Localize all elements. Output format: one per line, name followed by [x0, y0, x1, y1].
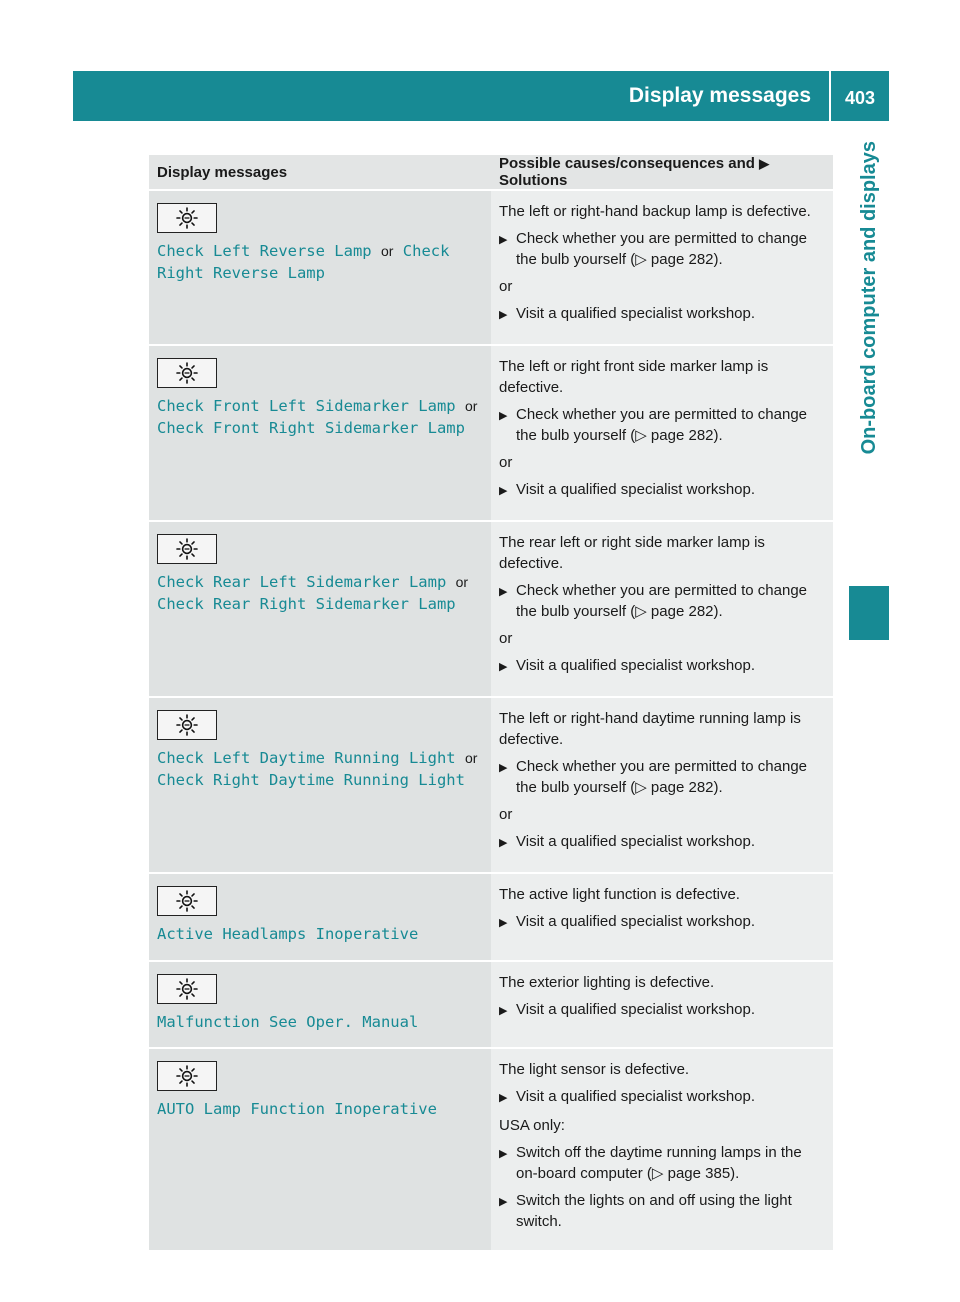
message-cell — [149, 521, 491, 697]
play-arrow-icon: ▶ — [499, 1196, 508, 1208]
solution-cell — [491, 521, 833, 697]
cause-text: The left or right front side marker lamp is defective. — [499, 358, 769, 396]
or-text: or — [499, 454, 513, 471]
message-cell — [149, 1048, 491, 1251]
solution-step: ▶ Check whether you are permitted to change the bulb yourself (▷ page 282). — [499, 758, 807, 796]
display-message: Check Left Daytime Running Light or Check Right Daytime Running Light — [157, 749, 478, 789]
play-arrow-icon: ▶ — [499, 234, 508, 246]
play-arrow-icon: ▶ — [499, 762, 508, 774]
cause-text: The left or right-hand backup lamp is defective. — [499, 203, 811, 220]
lamp-icon — [157, 534, 217, 564]
page-number: 403 — [844, 88, 876, 108]
solution-step: ▶ Visit a qualified specialist workshop. — [499, 303, 827, 326]
solution-step: ▶ Visit a qualified specialist workshop. — [499, 999, 827, 1022]
note-text: USA only: — [499, 1117, 565, 1134]
or-text: or — [499, 278, 513, 295]
table-row — [149, 873, 833, 961]
column-header-solutions-suffix: Solutions — [499, 172, 568, 189]
play-arrow-icon: ▶ — [499, 410, 508, 422]
cause-text: The light sensor is defective. — [499, 1061, 690, 1078]
lamp-icon — [157, 974, 217, 1004]
lamp-icon — [157, 710, 217, 740]
message-cell — [149, 345, 491, 521]
message-cell — [149, 697, 491, 873]
lamp-icon — [157, 1061, 217, 1091]
solution-step: ▶ Visit a qualified specialist workshop. — [499, 655, 827, 678]
display-message: Check Left Reverse Lamp or Check Right Reverse Lamp — [157, 242, 450, 282]
display-message: Check Rear Left Sidemarker Lamp or Check Rear Right Sidemarker Lamp — [157, 573, 469, 613]
solution-step: ▶ Switch the lights on and off using the light switch. — [499, 1192, 792, 1230]
message-cell — [149, 961, 491, 1049]
solution-cell — [491, 961, 833, 1049]
solution-cell — [491, 345, 833, 521]
table-row — [149, 345, 833, 521]
display-messages-table — [149, 155, 833, 1252]
solution-cell — [491, 1048, 833, 1251]
solution-cell — [491, 697, 833, 873]
play-arrow-icon: ▶ — [499, 917, 508, 929]
play-arrow-icon: ▶ — [499, 309, 508, 321]
solution-step: ▶ Switch off the daytime running lamps in the on-board computer (▷ page 385). — [499, 1144, 802, 1182]
or-text: or — [499, 806, 513, 823]
play-arrow-icon: ▶ — [499, 485, 508, 497]
solution-step: ▶ Check whether you are permitted to change the bulb yourself (▷ page 282). — [499, 582, 807, 620]
cause-text: The exterior lighting is defective. — [499, 973, 715, 991]
cause-text: The left or right-hand daytime running lamp is defective. — [499, 710, 801, 748]
solution-step: ▶ Check whether you are permitted to change the bulb yourself (▷ page 282). — [499, 230, 807, 268]
display-message: Check Front Left Sidemarker Lamp or Check Front Right Sidemarker Lamp — [157, 397, 478, 437]
play-arrow-icon: ▶ — [759, 156, 770, 171]
solution-step: ▶ Check whether you are permitted to change the bulb yourself (▷ page 282). — [499, 406, 807, 444]
play-arrow-icon: ▶ — [499, 1092, 508, 1104]
solution-step: ▶ Visit a qualified specialist workshop. — [499, 831, 827, 854]
cause-text: The rear left or right side marker lamp is defective. — [499, 534, 765, 572]
column-header-solutions — [491, 155, 833, 190]
cause-text: The active light function is defective. — [499, 886, 740, 903]
side-tab-block — [849, 586, 889, 640]
display-message: Malfunction See Oper. Manual — [157, 1012, 419, 1031]
header-title: Display messages — [628, 84, 811, 107]
column-header-solutions-prefix: Possible causes/consequences and — [499, 155, 755, 172]
page-header — [73, 71, 889, 121]
play-arrow-icon: ▶ — [499, 661, 508, 673]
play-arrow-icon: ▶ — [499, 1004, 508, 1017]
play-arrow-icon: ▶ — [499, 586, 508, 598]
table-row — [149, 697, 833, 873]
table-row — [149, 190, 833, 345]
lamp-icon — [157, 358, 217, 388]
lamp-icon — [157, 886, 217, 916]
message-cell — [149, 873, 491, 961]
message-cell — [149, 190, 491, 345]
or-text: or — [499, 630, 513, 647]
play-arrow-icon: ▶ — [499, 1148, 508, 1160]
solution-step: ▶ Visit a qualified specialist workshop. — [499, 911, 827, 934]
table-row — [149, 521, 833, 697]
play-arrow-icon: ▶ — [499, 837, 508, 849]
table-row — [149, 1048, 833, 1251]
solution-cell — [491, 873, 833, 961]
side-tab-label: On-board computer and displays — [858, 141, 880, 455]
solution-step: ▶ Visit a qualified specialist workshop. — [499, 479, 827, 502]
column-header-messages: Display messages — [149, 155, 491, 190]
lamp-icon — [157, 203, 217, 233]
display-message: AUTO Lamp Function Inoperative — [157, 1100, 437, 1118]
side-tab — [849, 121, 889, 641]
solution-cell — [491, 190, 833, 345]
table-row — [149, 961, 833, 1049]
display-message: Active Headlamps Inoperative — [157, 925, 419, 943]
solution-step: ▶ Visit a qualified specialist workshop. — [499, 1086, 827, 1109]
